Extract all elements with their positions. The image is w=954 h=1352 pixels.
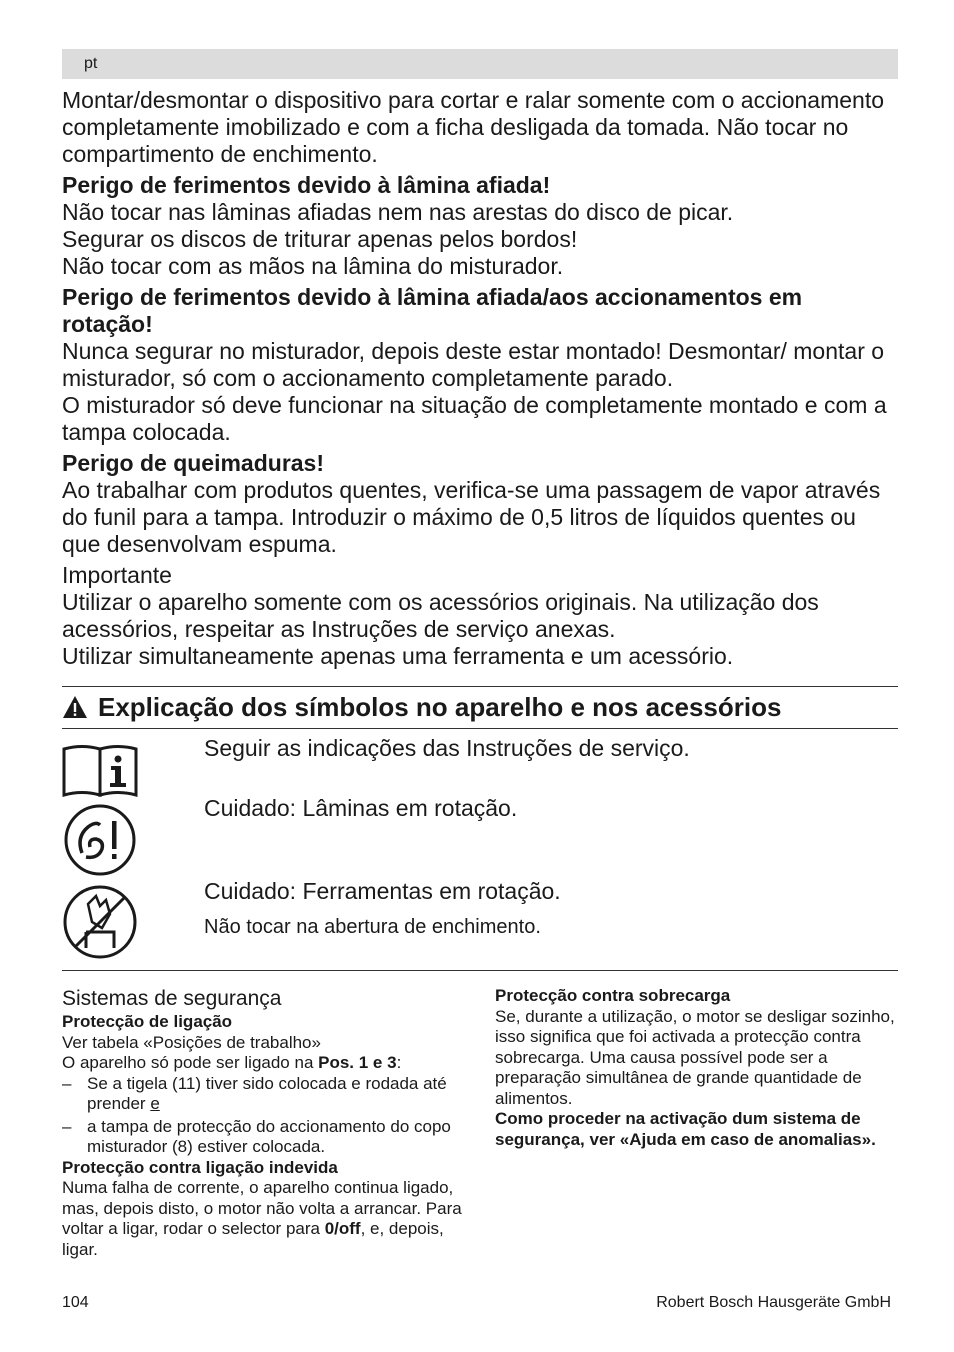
symbol-row-tools [62, 878, 898, 962]
symbol-row-blades [62, 795, 898, 877]
restart-protection-heading: Protecção contra ligação indevida [62, 1157, 338, 1177]
safety-title: Sistemas de segurança [62, 987, 282, 1010]
divider [62, 686, 898, 687]
warning-block-rotation: Perigo de ferimentos devido à lâmina afiada/aos accionamentos em rotação! Nunca segurar no misturador, depois deste estar montado! Desmontar/ montar o misturador, só com o accionamento completamente parado. O misturador só deve funcionar na situação de completamente montado e com a tampa colocada. [62, 284, 898, 446]
divider [62, 728, 898, 729]
symbol-subdescription: Não tocar na abertura de enchimento. [204, 916, 541, 938]
instruction-book-icon [62, 741, 138, 797]
safety-left-column [62, 985, 467, 1260]
language-code: pt [84, 55, 98, 72]
switch-protection-line2: O aparelho só pode ser ligado na Pos. 1 e 3: [62, 1053, 402, 1072]
switch-protection-heading: Protecção de ligação [62, 1012, 233, 1031]
important-heading: Importante [62, 562, 172, 588]
switch-protection-line1: Ver tabela «Posições de trabalho» [62, 1032, 321, 1052]
symbol-row-instructions [62, 735, 898, 797]
intro-section [62, 87, 898, 674]
warning-heading: Perigo de ferimentos devido à lâmina afiada! [62, 172, 551, 198]
list-item: – a tampa de protecção do accionamento do copo misturador (8) estiver colocada. [62, 1116, 451, 1156]
important-block: Importante Utilizar o aparelho somente com os acessórios originais. Na utilização dos acessórios, respeitar as Instruções de serviço anexas. Utilizar simultaneamente apenas uma ferramenta e um acessório. [62, 562, 898, 670]
symbol-description: Cuidado: Ferramentas em rotação. [204, 878, 561, 904]
warning-triangle-icon [62, 695, 88, 719]
divider [62, 970, 898, 971]
safety-right-column [495, 986, 895, 1150]
warning-heading: Perigo de ferimentos devido à lâmina afiada/aos accionamentos em rotação! [62, 284, 803, 337]
symbols-title: Explicação dos símbolos no aparelho e nos acessórios [62, 690, 898, 724]
overload-protection-heading: Protecção contra sobrecarga [495, 986, 731, 1005]
overload-protection-note: Como proceder na activação dum sistema de segurança, ver «Ajuda em caso de anomalias». [495, 1109, 876, 1149]
company-name: Robert Bosch Hausgeräte GmbH [656, 1294, 891, 1311]
symbol-description: Cuidado: Lâminas em rotação. [204, 795, 518, 821]
warning-block-blade: Perigo de ferimentos devido à lâmina afiada! Não tocar nas lâminas afiadas nem nas arestas do disco de picar. Segurar os discos de triturar apenas pelos bordos! Não tocar com as mãos na lâmina do misturador. [62, 172, 898, 280]
no-hand-in-filler-icon [62, 884, 138, 962]
language-bar [62, 49, 898, 79]
rotating-blade-warning-icon [62, 803, 138, 877]
warning-heading: Perigo de queimaduras! [62, 450, 325, 476]
warning-block-burns: Perigo de queimaduras! Ao trabalhar com produtos quentes, verifica-se uma passagem de vapor através do funil para a tampa. Introduzir o máximo de 0,5 litros de líquidos quentes ou que desenvolvam espuma. [62, 450, 898, 558]
page-number: 104 [62, 1294, 89, 1311]
symbol-description: Seguir as indicações das Instruções de serviço. [204, 735, 690, 761]
overload-protection-text: Se, durante a utilização, o motor se desligar sozinho, isso significa que foi activada a protecção contra sobrecarga. Uma causa possível pode ser a preparação simultânea de grande quantidade de alimentos. [495, 1006, 895, 1108]
list-item: – Se a tigela (11) tiver sido colocada e rodada até prender e [62, 1073, 447, 1113]
restart-protection-text: Numa falha de corrente, o aparelho continua ligado, mas, depois disto, o motor não volta a arrancar. Para voltar a ligar, rodar o selector para 0/off, e, depois, ligar. [62, 1178, 462, 1259]
intro-paragraph: Montar/desmontar o dispositivo para cortar e ralar somente com o accionamento completamente imobilizado e com a ficha desligada da tomada. Não tocar no compartimento de enchimento. [62, 87, 885, 167]
